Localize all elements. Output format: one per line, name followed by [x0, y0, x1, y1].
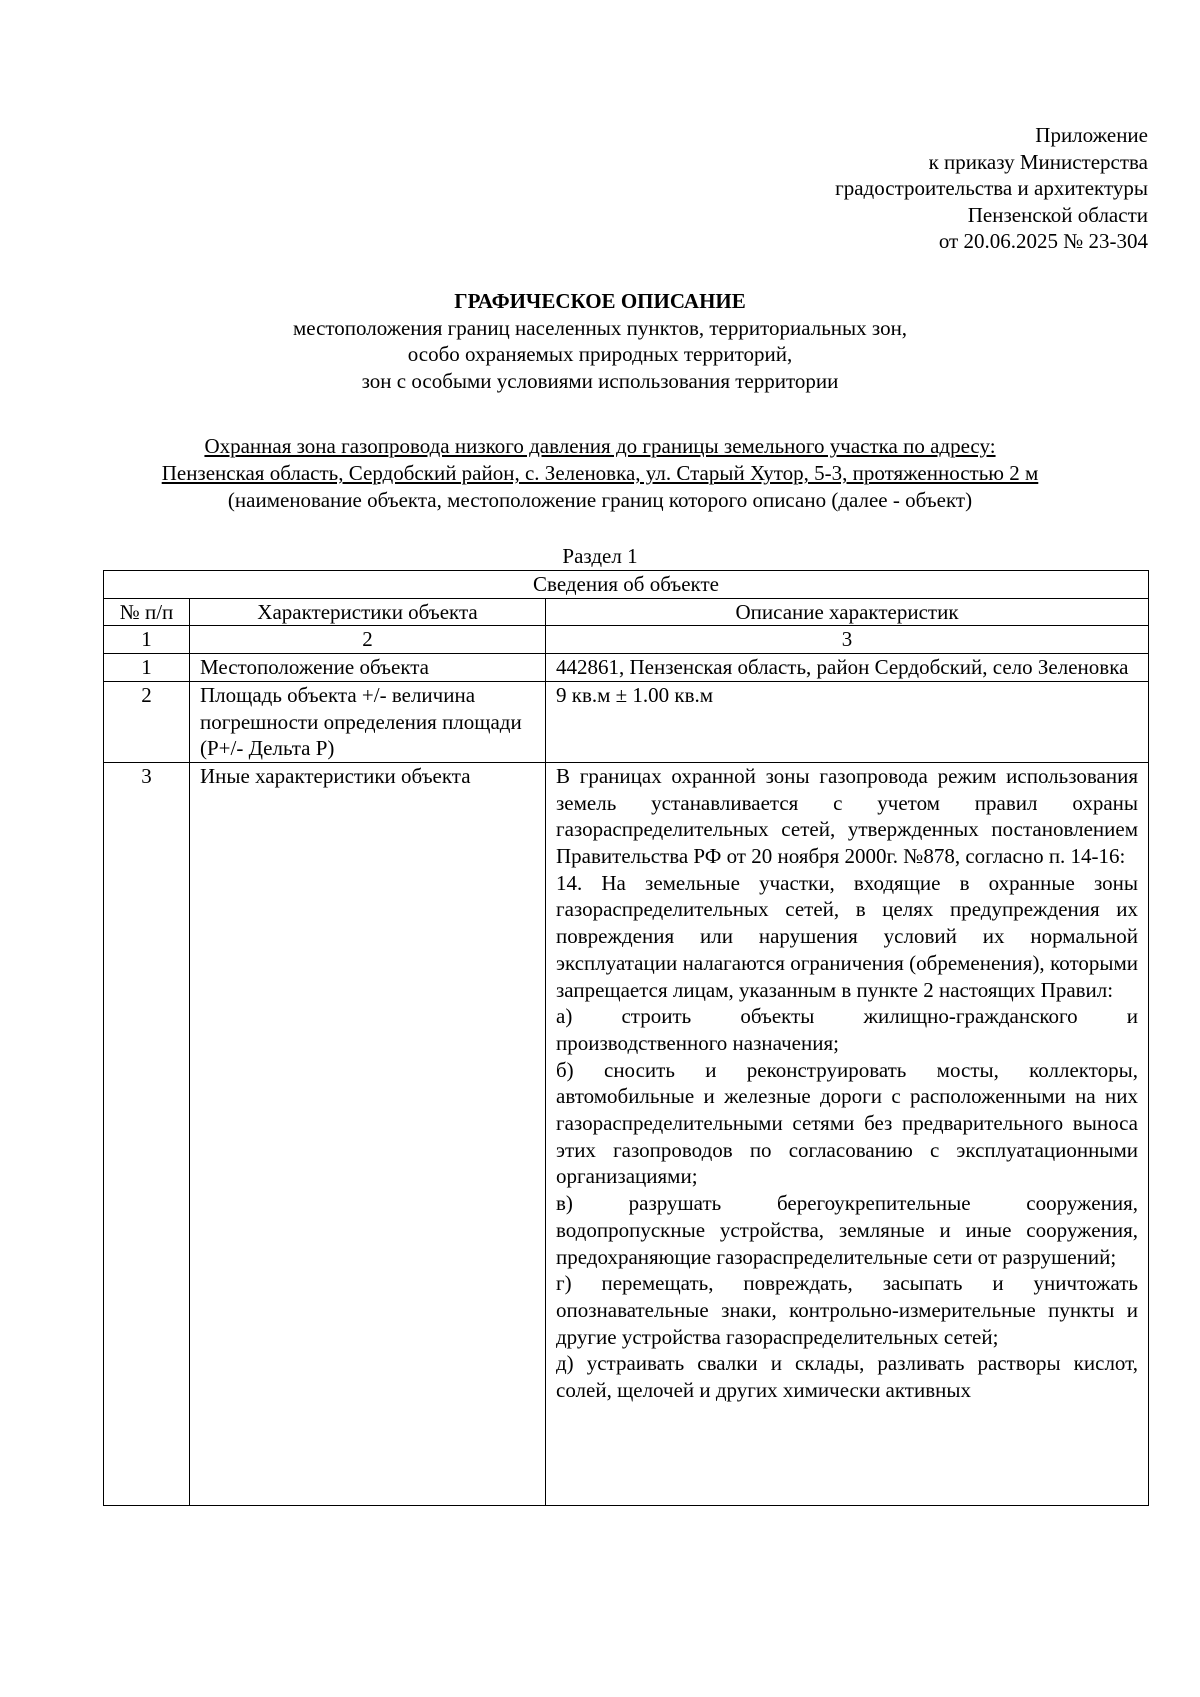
row-characteristic: Иные характеристики объекта — [190, 762, 546, 1505]
section-label: Раздел 1 — [562, 544, 638, 568]
row-number: 3 — [104, 762, 190, 1505]
description-paragraph: в) разрушать берегоукрепительные сооружения, водопропускные устройства, земляные и иные сооружения, предохраняющие газораспределительные сети от разрушений; — [556, 1191, 1138, 1269]
row-description: 442861, Пензенская область, район Сердобский, село Зеленовка — [546, 654, 1149, 682]
document-subtitle-line: зон с особыми условиями использования территории — [361, 368, 839, 393]
column-header: № п/п — [104, 598, 190, 626]
description-paragraph: 14. На земельные участки, входящие в охранные зоны газораспределительных сетей, в целях предупреждения их повреждения или нарушения условий их нормальной эксплуатации налагаются ограничения (обременения), которыми запрещается лицам, указанным в пункте 2 настоящих Правил: — [556, 870, 1138, 1002]
description-paragraph: д) устраивать свалки и склады, разливать растворы кислот, солей, щелочей и других химически активных — [556, 1351, 1138, 1403]
row-characteristic: Местоположение объекта — [190, 654, 546, 682]
row-description: 9 кв.м ± 1.00 кв.м — [546, 681, 1149, 762]
table-header-row — [104, 598, 1149, 626]
column-header: Описание характеристик — [546, 598, 1149, 626]
appendix-header — [588, 122, 1148, 255]
appendix-line: Пензенской области — [967, 202, 1148, 227]
table-row — [104, 654, 1149, 682]
description-paragraph: а) строить объекты жилищно-гражданского и производственного назначения; — [556, 1004, 1138, 1055]
column-index: 1 — [104, 626, 190, 654]
description-paragraph: В границах охранной зоны газопровода режим использования земель устанавливается с учетом правил охраны газораспределительных сетей, утвержденных постановлением Правительства РФ от 20 ноября 2000г. №878, согласно п. 14-16: — [556, 763, 1138, 869]
object-info-table — [103, 570, 1149, 1506]
appendix-line: Приложение — [1035, 123, 1148, 147]
row-number: 1 — [104, 654, 190, 682]
table-title-row — [104, 571, 1149, 599]
object-name-line: Пензенская область, Сердобский район, с. Зеленовка, ул. Старый Хутор, 5-3, протяженностью 2 м — [161, 461, 1039, 485]
row-characteristic: Площадь объекта +/- величина погрешности определения площади (P+/- Дельта P) — [190, 681, 546, 762]
document-subtitle-line: местоположения границ населенных пунктов, территориальных зон, — [292, 315, 908, 340]
table-row — [104, 762, 1149, 1505]
appendix-line: к приказу Министерства — [928, 149, 1148, 174]
description-paragraph: б) сносить и реконструировать мосты, коллекторы, автомобильные и железные дороги с расположенными на них газораспределительными сетями без предварительного выноса этих газопроводов по согласованию с эксплуатационными организациями; — [556, 1057, 1138, 1189]
table-index-row — [104, 626, 1149, 654]
object-caption: (наименование объекта, местоположение границ которого описано (далее - объект) — [227, 488, 973, 512]
object-name-line: Охранная зона газопровода низкого давления до границы земельного участка по адресу: — [204, 434, 996, 458]
document-title: ГРАФИЧЕСКОЕ ОПИСАНИЕ — [454, 289, 746, 313]
document-subtitle-line: особо охраняемых природных территорий, — [407, 342, 793, 366]
object-name-block — [60, 433, 1140, 514]
column-index: 2 — [190, 626, 546, 654]
column-header: Характеристики объекта — [190, 598, 546, 626]
appendix-line: от 20.06.2025 № 23-304 — [938, 229, 1148, 253]
description-paragraph: г) перемещать, повреждать, засыпать и уничтожать опознавательные знаки, контрольно-измерительные пункты и другие устройства газораспределительных сетей; — [556, 1271, 1138, 1349]
document-title-block — [60, 288, 1140, 394]
appendix-line: градостроительства и архитектуры — [835, 176, 1148, 200]
row-description — [546, 762, 1149, 1505]
table-row — [104, 681, 1149, 762]
table-title: Сведения об объекте — [104, 571, 1149, 599]
column-index: 3 — [546, 626, 1149, 654]
row-number: 2 — [104, 681, 190, 762]
